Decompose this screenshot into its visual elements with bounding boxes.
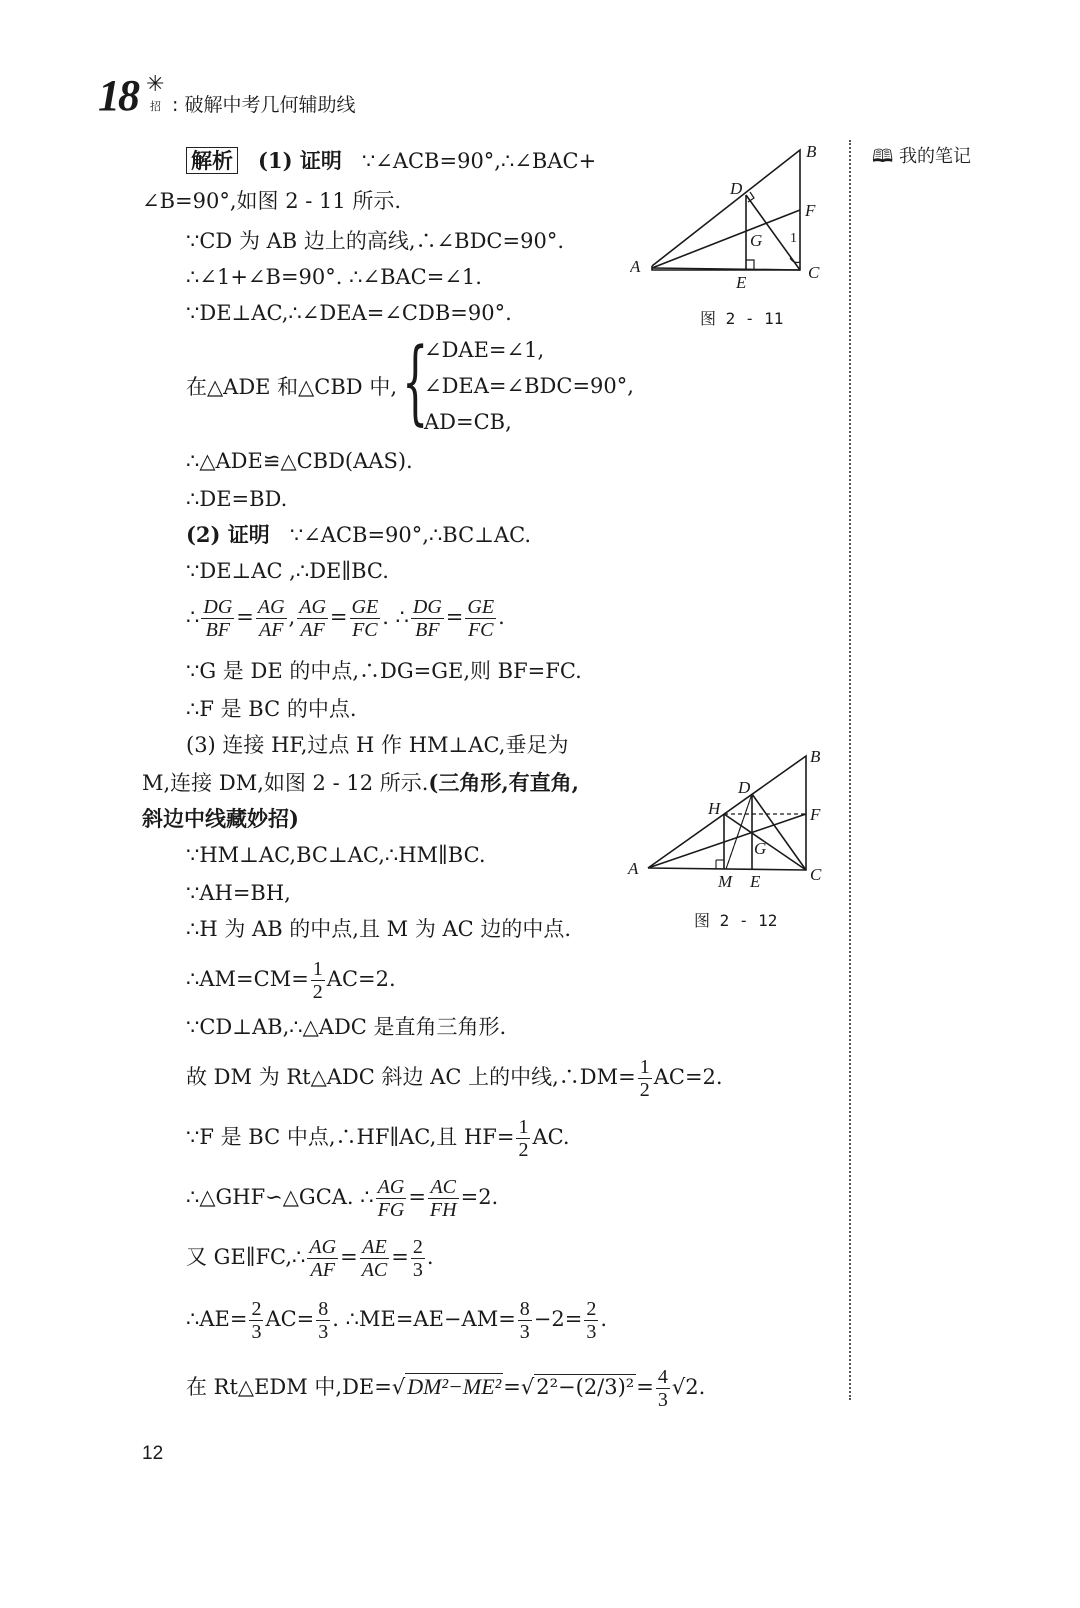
fraction-ae-ac: $\frac{AE}{AC}$ [361, 1236, 388, 1281]
label-E: E [736, 273, 747, 290]
fraction-two-thirds: $\frac{2}{3}$ [412, 1236, 423, 1281]
fraction-ag-af-3: $\frac{AG}{AF}$ [309, 1236, 337, 1281]
part2-line-2: ∵DE⊥AC ,∴DE∥BC. [186, 559, 389, 583]
label-A2: A [628, 859, 639, 878]
label-B: B [806, 142, 817, 161]
fraction-ac-fh: $\frac{AC}{FH}$ [429, 1176, 457, 1221]
label-G: G [750, 231, 763, 250]
book-icon: 🕮 [872, 146, 894, 167]
system-eq-1: ∠DAE=∠1, [424, 338, 545, 362]
figure-2-11 [630, 140, 840, 290]
book-title: : 破解中考几何辅助线 [172, 94, 356, 116]
label-A: A [630, 257, 641, 276]
part2-text-1: ∵∠ACB=90°,∴BC⊥AC. [289, 523, 532, 547]
label-D: D [730, 179, 743, 198]
fraction-half: $\frac{1}{2}$ [312, 958, 323, 1003]
notes-divider [849, 140, 851, 1400]
fraction-ge-fc: $\frac{GE}{FC}$ [351, 596, 379, 641]
part3-text-2a: M,连接 DM,如图 2 - 12 所示. [142, 771, 429, 795]
label-H2: H [708, 799, 721, 818]
part3-line-10: ∵F 是 BC 中点,∴HF∥AC,且 HF= $\frac{1}{2}$ AC. [186, 1116, 570, 1161]
system-eq-2: ∠DEA=∠BDC=90°, [424, 374, 634, 398]
part3-tip-1: (三角形,有直角, [428, 770, 579, 795]
part3-line-4: ∵HM⊥AC,BC⊥AC,∴HM∥BC. [186, 843, 486, 867]
solution-line-3: ∵CD 为 AB 边上的高线,∴∠BDC=90°. [186, 229, 564, 253]
fraction-two-thirds-3: $\frac{2}{3}$ [586, 1298, 597, 1343]
fraction-ag-fg: $\frac{AG}{FG}$ [377, 1176, 405, 1221]
part2-line-1 [186, 520, 531, 550]
analysis-tag: 解析 [186, 147, 238, 174]
part1-intro: (1) 证明 [258, 148, 342, 173]
part2-line-5: ∴F 是 BC 的中点. [186, 697, 357, 721]
part3-line-7: ∴AM=CM= $\frac{1}{2}$ AC=2. [186, 958, 396, 1003]
solution-line-2: ∠B=90°,如图 2 - 11 所示. [142, 189, 402, 213]
part1-text-1: ∵∠ACB=90°,∴∠BAC+ [361, 149, 597, 173]
part3-line-5: ∵AH=BH, [186, 881, 291, 905]
part2-intro: (2) 证明 [186, 522, 270, 547]
figure-2-12 [626, 742, 836, 892]
solution-line-5: ∵DE⊥AC,∴∠DEA=∠CDB=90°. [186, 301, 512, 325]
radical-1: DM²−ME² [407, 1374, 502, 1399]
solution-line-7: ∴DE=BD. [186, 487, 288, 511]
equation-system [424, 332, 634, 440]
fraction-ge-fc-2: $\frac{GE}{FC}$ [467, 596, 495, 641]
fraction-ag-af-2: $\frac{AG}{AF}$ [299, 596, 326, 641]
part2-line-4: ∵G 是 DE 的中点,∴DG=GE,则 BF=FC. [186, 659, 582, 683]
label-E2: E [750, 872, 761, 891]
fraction-two-thirds-2: $\frac{2}{3}$ [251, 1298, 262, 1343]
part2-line-3: ∴ $\frac{DG}{BF}$ = $\frac{AG}{AF}$ , $\frac{AG}{AF}$ = $\frac{GE}{FC}$ . ∴ $\frac{DG}{BF}$ = $\frac{GE}{FC}$ . [186, 596, 505, 641]
label-F2: F [810, 805, 821, 824]
label-F: F [805, 201, 816, 220]
label-D2: D [738, 778, 751, 797]
part3-line-13: ∴AE= $\frac{2}{3}$ AC= $\frac{8}{3}$ . ∴ME=AE−AM= $\frac{8}{3}$ −2= $\frac{2}{3}$ . [186, 1298, 608, 1343]
part3-line-9: 故 DM 为 Rt△ADC 斜边 AC 上的中线,∴DM= $\frac{1}{2}$ AC=2. [186, 1056, 723, 1101]
solution-line-4: ∴∠1+∠B=90°. ∴∠BAC=∠1. [186, 265, 482, 289]
part3-line-11: ∴△GHF∽△GCA. ∴ $\frac{AG}{FG}$ = $\frac{AC}{FH}$ =2. [186, 1176, 499, 1221]
chapter-number: 18 [98, 71, 138, 120]
fraction-dg-bf: $\frac{DG}{BF}$ [203, 596, 233, 641]
page-number: 12 [142, 1443, 164, 1464]
part3-line-6: ∴H 为 AB 的中点,且 M 为 AC 边的中点. [186, 917, 572, 941]
fraction-half-3: $\frac{1}{2}$ [518, 1116, 529, 1161]
radical-2: 2²−(2/3)² [536, 1375, 635, 1399]
part3-line-1: (3) 连接 HF,过点 H 作 HM⊥AC,垂足为 [186, 733, 569, 757]
label-M2: M [718, 872, 733, 891]
part3-line-8: ∵CD⊥AB,∴△ADC 是直角三角形. [186, 1015, 507, 1039]
star-icon: ✳ [146, 72, 165, 97]
label-angle-1: 1 [790, 231, 797, 246]
label-C2: C [810, 865, 822, 884]
chapter-zhao: 招 [150, 100, 161, 113]
label-B2: B [810, 747, 821, 766]
part3-line-3: 斜边中线藏妙招) [142, 806, 299, 831]
solution-line-1 [186, 146, 596, 176]
fraction-ag-af: $\frac{AG}{AF}$ [257, 596, 285, 641]
notes-label-text: 我的笔记 [898, 146, 971, 167]
part3-line-12: 又 GE∥FC,∴ $\frac{AG}{AF}$ = $\frac{AE}{AC}$ = $\frac{2}{3}$ . [186, 1236, 434, 1281]
fraction-eight-thirds-2: $\frac{8}{3}$ [519, 1298, 530, 1343]
part3-line-2 [142, 768, 579, 798]
fraction-half-2: $\frac{1}{2}$ [639, 1056, 650, 1101]
part3-line-14: 在 Rt△EDM 中,DE=√DM²−ME²=√2²−(2/3)²= $\frac{4}{3}$ √2. [186, 1366, 706, 1411]
label-C: C [808, 263, 820, 282]
therefore-sign: ∴ [186, 605, 200, 629]
figure-2-11-caption: 图 2 - 11 [700, 309, 784, 328]
figure-2-12-caption: 图 2 - 12 [694, 911, 778, 930]
system-eq-3: AD=CB, [424, 410, 512, 434]
solution-line-6: ∴△ADE≌△CBD(AAS). [186, 449, 413, 473]
label-G2: G [754, 839, 767, 858]
fraction-dg-bf-2: $\frac{DG}{BF}$ [412, 596, 442, 641]
brace: { [402, 328, 429, 435]
fraction-eight-thirds: $\frac{8}{3}$ [318, 1298, 329, 1343]
fraction-four-thirds: $\frac{4}{3}$ [657, 1366, 668, 1411]
notes-label [872, 142, 971, 174]
system-prefix: 在△ADE 和△CBD 中, [186, 375, 397, 399]
